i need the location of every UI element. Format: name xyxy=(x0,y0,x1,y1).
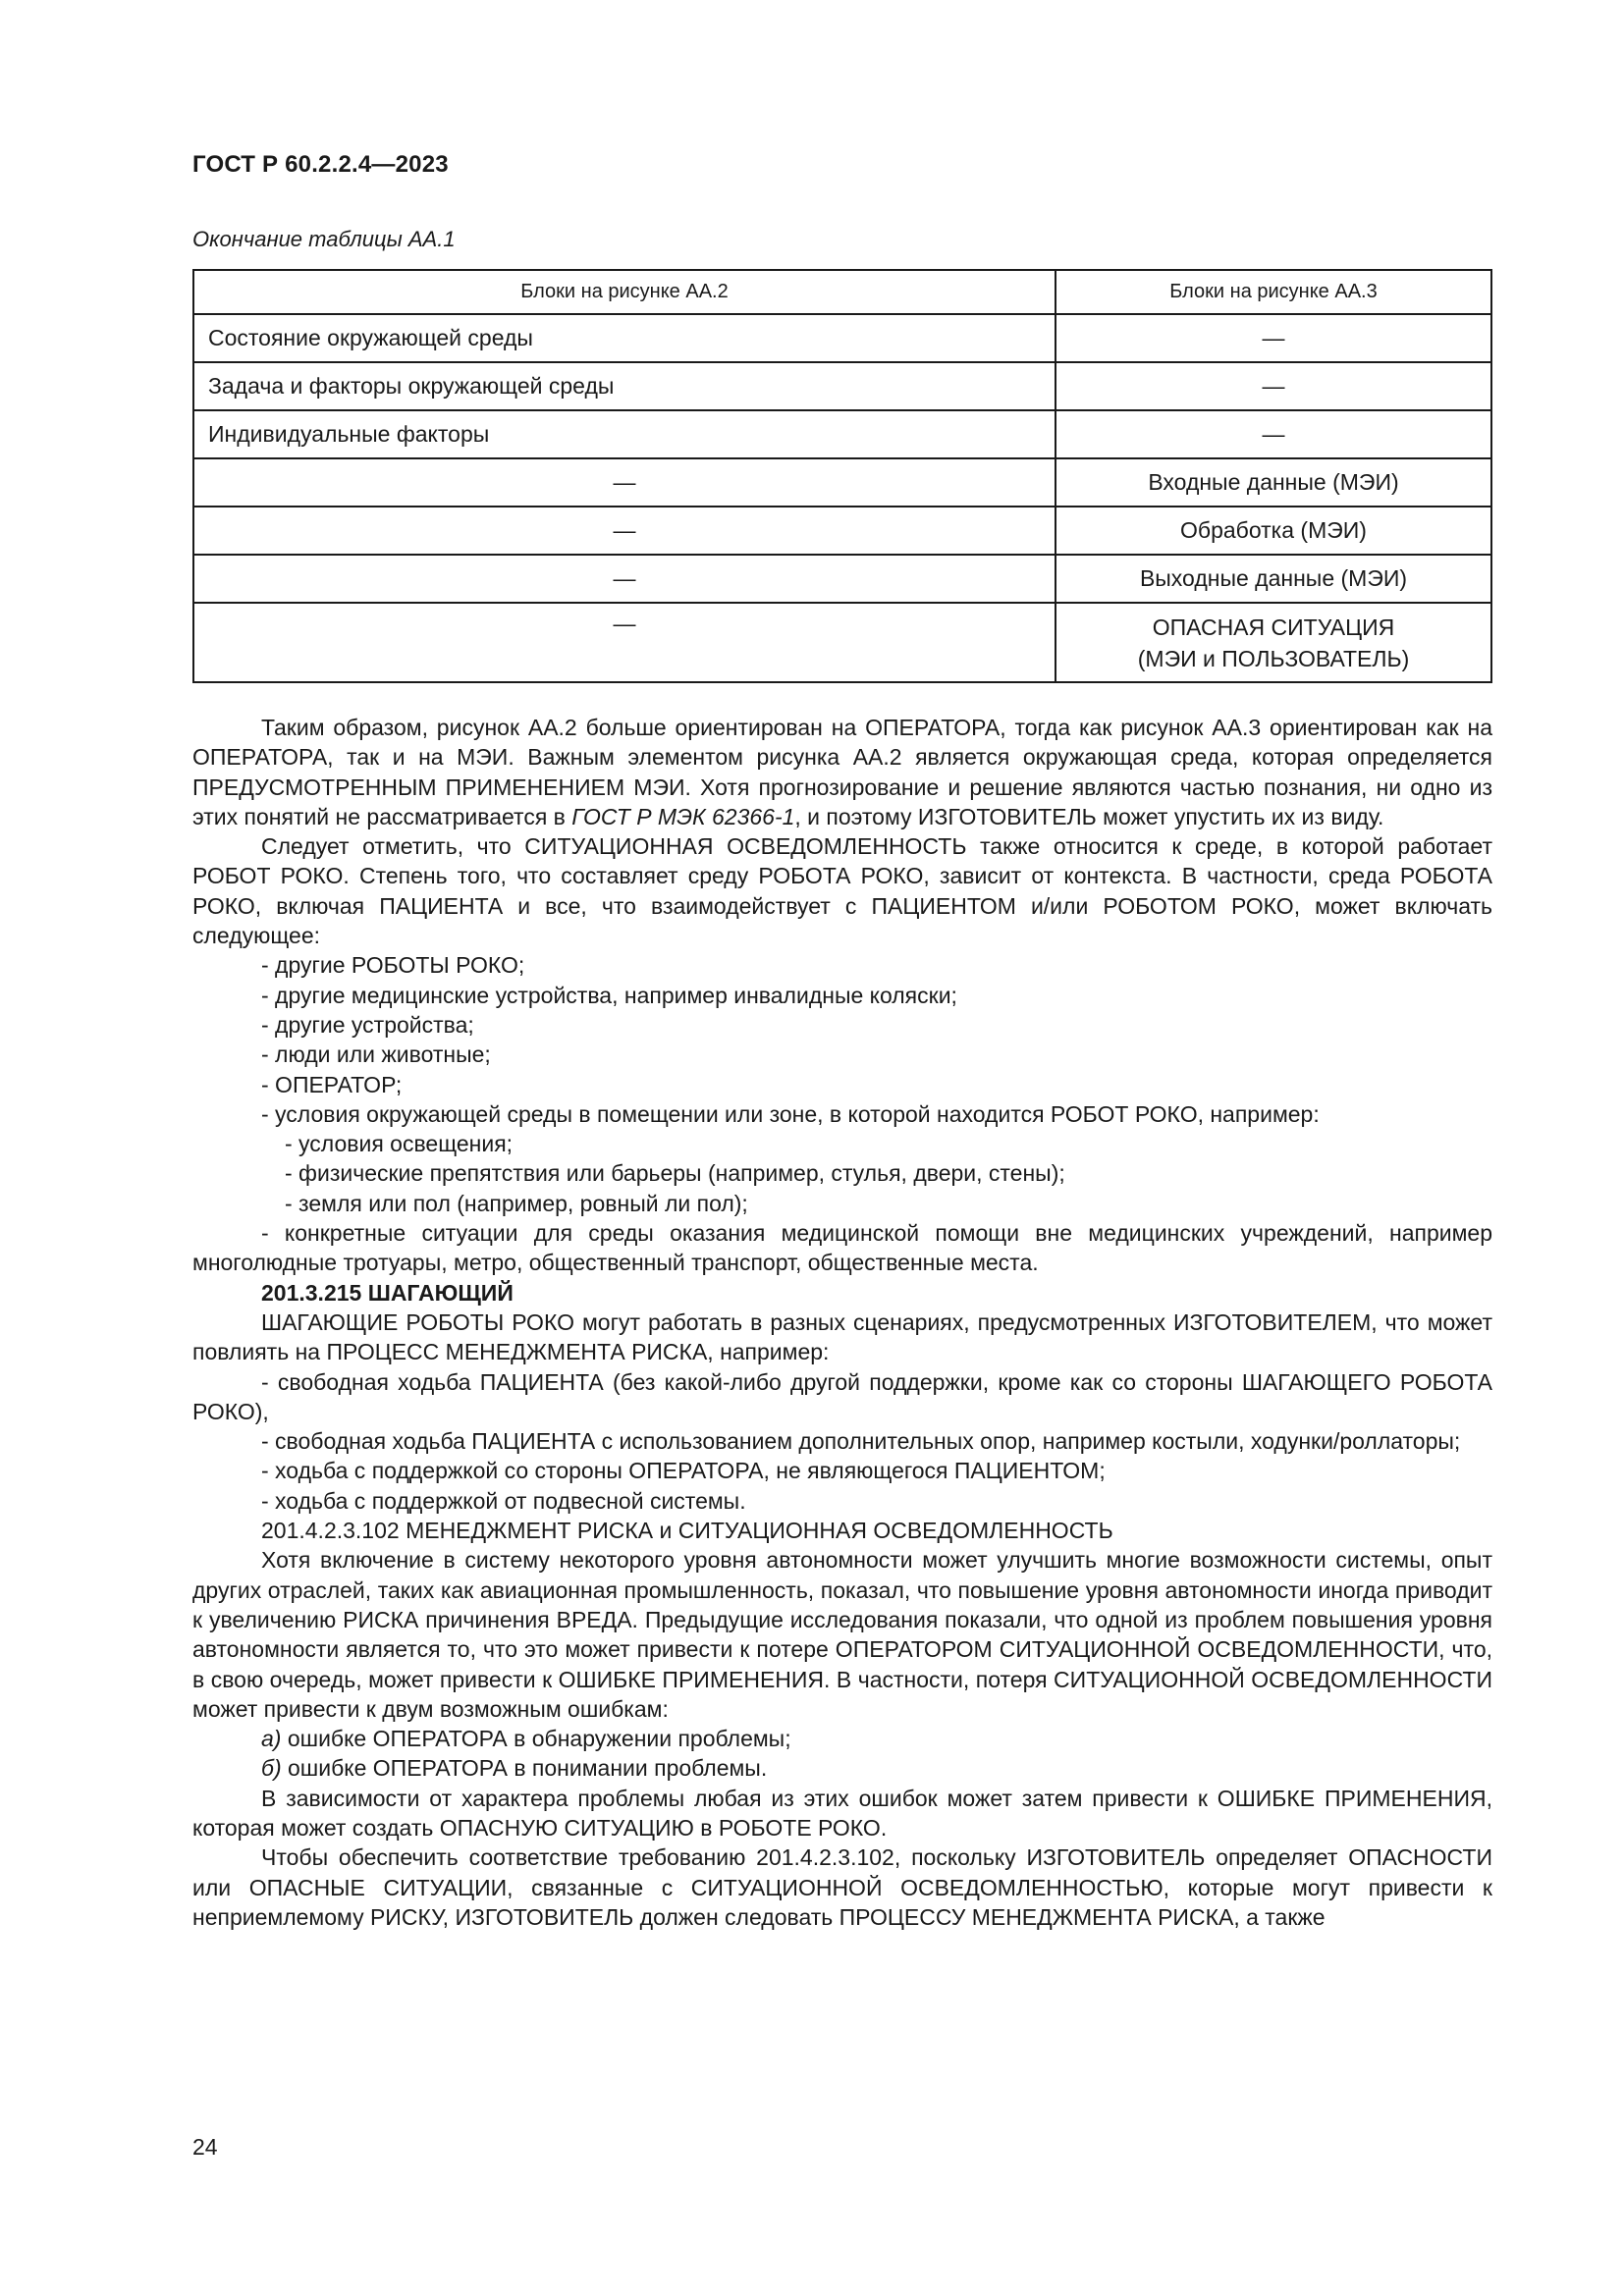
table-row xyxy=(193,507,1491,555)
table-cell: — xyxy=(1056,362,1491,410)
list-item: - другие медицинские устройства, например инвалидные коляски; xyxy=(261,982,957,1008)
table-cell: Входные данные (МЭИ) xyxy=(1056,458,1491,507)
document-header: ГОСТ Р 60.2.2.4—2023 xyxy=(192,151,449,178)
sub-list-item: - условия освещения; xyxy=(285,1131,514,1157)
paragraph: Чтобы обеспечить соответствие требованию 201.4.2.3.102, поскольку ИЗГОТОВИТЕЛЬ определяет ОПАСНОСТИ или ОПАСНЫЕ СИТУАЦИИ, связанные с СИТУАЦИОННОЙ ОСВЕДОМЛЕННОСТЬЮ, которые могут привести к неприемлемому РИСКУ, ИЗГОТОВИТЕЛЬ должен следовать ПРОЦЕССУ МЕНЕДЖМЕНТА РИСКА, а также xyxy=(192,1844,1492,1930)
list-marker: б) xyxy=(261,1755,282,1782)
table-cell: ОПАСНАЯ СИТУАЦИЯ (МЭИ и ПОЛЬЗОВАТЕЛЬ) xyxy=(1056,603,1491,682)
paragraph: Хотя включение в систему некоторого уровня автономности может улучшить многие возможности системы, опыт других отраслей, таких как авиационная промышленность, показал, что повышение уровня автономности иногда приводит к увеличению РИСКА причинения ВРЕДА. Предыдущие исследования показали, что одной из проблем повышения уровня автономности является то, что это может привести к потере ОПЕРАТОРОМ СИТУАЦИОННОЙ ОСВЕДОМЛЕННОСТИ, что, в свою очередь, может привести к ОШИБКЕ ПРИМЕНЕНИЯ. В частности, потеря СИТУАЦИОННОЙ ОСВЕДОМЛЕННОСТИ может привести к двум возможным ошибкам: xyxy=(192,1547,1492,1722)
sub-list-item: - физические препятствия или барьеры (например, стулья, двери, стены); xyxy=(285,1160,1065,1187)
page-number: 24 xyxy=(192,2134,218,2160)
table-caption: Окончание таблицы АА.1 xyxy=(192,227,456,251)
list-item: - другие устройства; xyxy=(261,1011,474,1038)
table-cell: — xyxy=(193,555,1056,603)
table-row xyxy=(193,314,1491,362)
table-row xyxy=(193,555,1491,603)
list-item: - ОПЕРАТОР; xyxy=(261,1071,403,1097)
table-row xyxy=(193,362,1491,410)
list-item: - другие РОБОТЫ РОКО; xyxy=(261,952,525,979)
table-row xyxy=(193,603,1491,682)
body-text xyxy=(192,713,1492,1932)
standard-reference: ГОСТ Р МЭК 62366-1 xyxy=(571,803,795,829)
table-cell: — xyxy=(193,603,1056,682)
list-item-text: ошибке ОПЕРАТОРА в обнаружении проблемы; xyxy=(287,1726,791,1752)
table-aa1 xyxy=(192,269,1492,683)
paragraph-text: Таким образом, рисунок АА.2 больше ориентирован на ОПЕРАТОРА, тогда как рисунок АА.3 ориентирован как на ОПЕРАТОРА, так и на МЭИ. Важным элементом рисунка АА.2 является окружающая среда, которая определяется ПРЕДУСМОТРЕННЫМ ПРИМЕНЕНИЕМ МЭИ. Хотя прогнозирование и решение являются частью познания, ни одно из этих понятий не рассматривается в xyxy=(192,715,1492,829)
list-item xyxy=(192,1724,1492,1753)
list-item: - свободная ходьба ПАЦИЕНТА с использованием дополнительных опор, например костыли, ходунки/роллаторы; xyxy=(261,1428,1461,1455)
list-item: - свободная ходьба ПАЦИЕНТА (без какой-либо другой поддержки, кроме как со стороны ШАГАЮЩЕГО РОБОТА РОКО), xyxy=(192,1368,1492,1424)
table-header-cell: Блоки на рисунке АА.3 xyxy=(1056,270,1491,314)
paragraph xyxy=(192,713,1492,831)
table-header-cell: Блоки на рисунке АА.2 xyxy=(193,270,1056,314)
section-heading: 201.4.2.3.102 МЕНЕДЖМЕНТ РИСКА и СИТУАЦИОННАЯ ОСВЕДОМЛЕННОСТЬ xyxy=(261,1518,1113,1544)
paragraph-text: , и поэтому ИЗГОТОВИТЕЛЬ может упустить их из виду. xyxy=(794,803,1384,829)
table-cell: Задача и факторы окружающей среды xyxy=(193,362,1056,410)
table-cell: Состояние окружающей среды xyxy=(193,314,1056,362)
list-item: - люди или животные; xyxy=(261,1041,491,1068)
paragraph: В зависимости от характера проблемы любая из этих ошибок может затем привести к ОШИБКЕ ПРИМЕНЕНИЯ, которая может создать ОПАСНУЮ СИТУАЦИЮ в РОБОТЕ РОКО. xyxy=(192,1785,1492,1841)
list-marker: а) xyxy=(261,1726,282,1752)
table-cell: — xyxy=(1056,410,1491,458)
list-item-text: ошибке ОПЕРАТОРА в понимании проблемы. xyxy=(288,1755,768,1782)
table-row xyxy=(193,458,1491,507)
table-cell: — xyxy=(1056,314,1491,362)
paragraph: Следует отметить, что СИТУАЦИОННАЯ ОСВЕДОМЛЕННОСТЬ также относится к среде, в которой работает РОБОТ РОКО. Степень того, что составляет среду РОБОТА РОКО, зависит от контекста. В частности, среда РОБОТА РОКО, включая ПАЦИЕНТА и все, что взаимодействует с ПАЦИЕНТОМ и/или РОБОТОМ РОКО, может включать следующее: xyxy=(192,833,1492,949)
list-item xyxy=(192,1753,1492,1783)
list-item: - условия окружающей среды в помещении или зоне, в которой находится РОБОТ РОКО, например: xyxy=(261,1100,1320,1127)
table-cell: — xyxy=(193,458,1056,507)
table-row xyxy=(193,410,1491,458)
table-cell: — xyxy=(193,507,1056,555)
paragraph: ШАГАЮЩИЕ РОБОТЫ РОКО могут работать в разных сценариях, предусмотренных ИЗГОТОВИТЕЛЕМ, что может повлиять на ПРОЦЕСС МЕНЕДЖМЕНТА РИСКА, например: xyxy=(192,1308,1492,1365)
list-item: - ходьба с поддержкой от подвесной системы. xyxy=(261,1487,746,1514)
list-item: - конкретные ситуации для среды оказания медицинской помощи вне медицинских учреждений, например многолюдные тротуары, метро, общественный транспорт, общественные места. xyxy=(192,1220,1492,1276)
sub-list-item: - земля или пол (например, ровный ли пол); xyxy=(285,1190,748,1216)
list-item: - ходьба с поддержкой со стороны ОПЕРАТОРА, не являющегося ПАЦИЕНТОМ; xyxy=(261,1458,1106,1484)
table-header-row xyxy=(193,270,1491,314)
table-cell: Выходные данные (МЭИ) xyxy=(1056,555,1491,603)
table-cell: Обработка (МЭИ) xyxy=(1056,507,1491,555)
table-cell: Индивидуальные факторы xyxy=(193,410,1056,458)
section-heading: 201.3.215 ШАГАЮЩИЙ xyxy=(261,1279,514,1306)
